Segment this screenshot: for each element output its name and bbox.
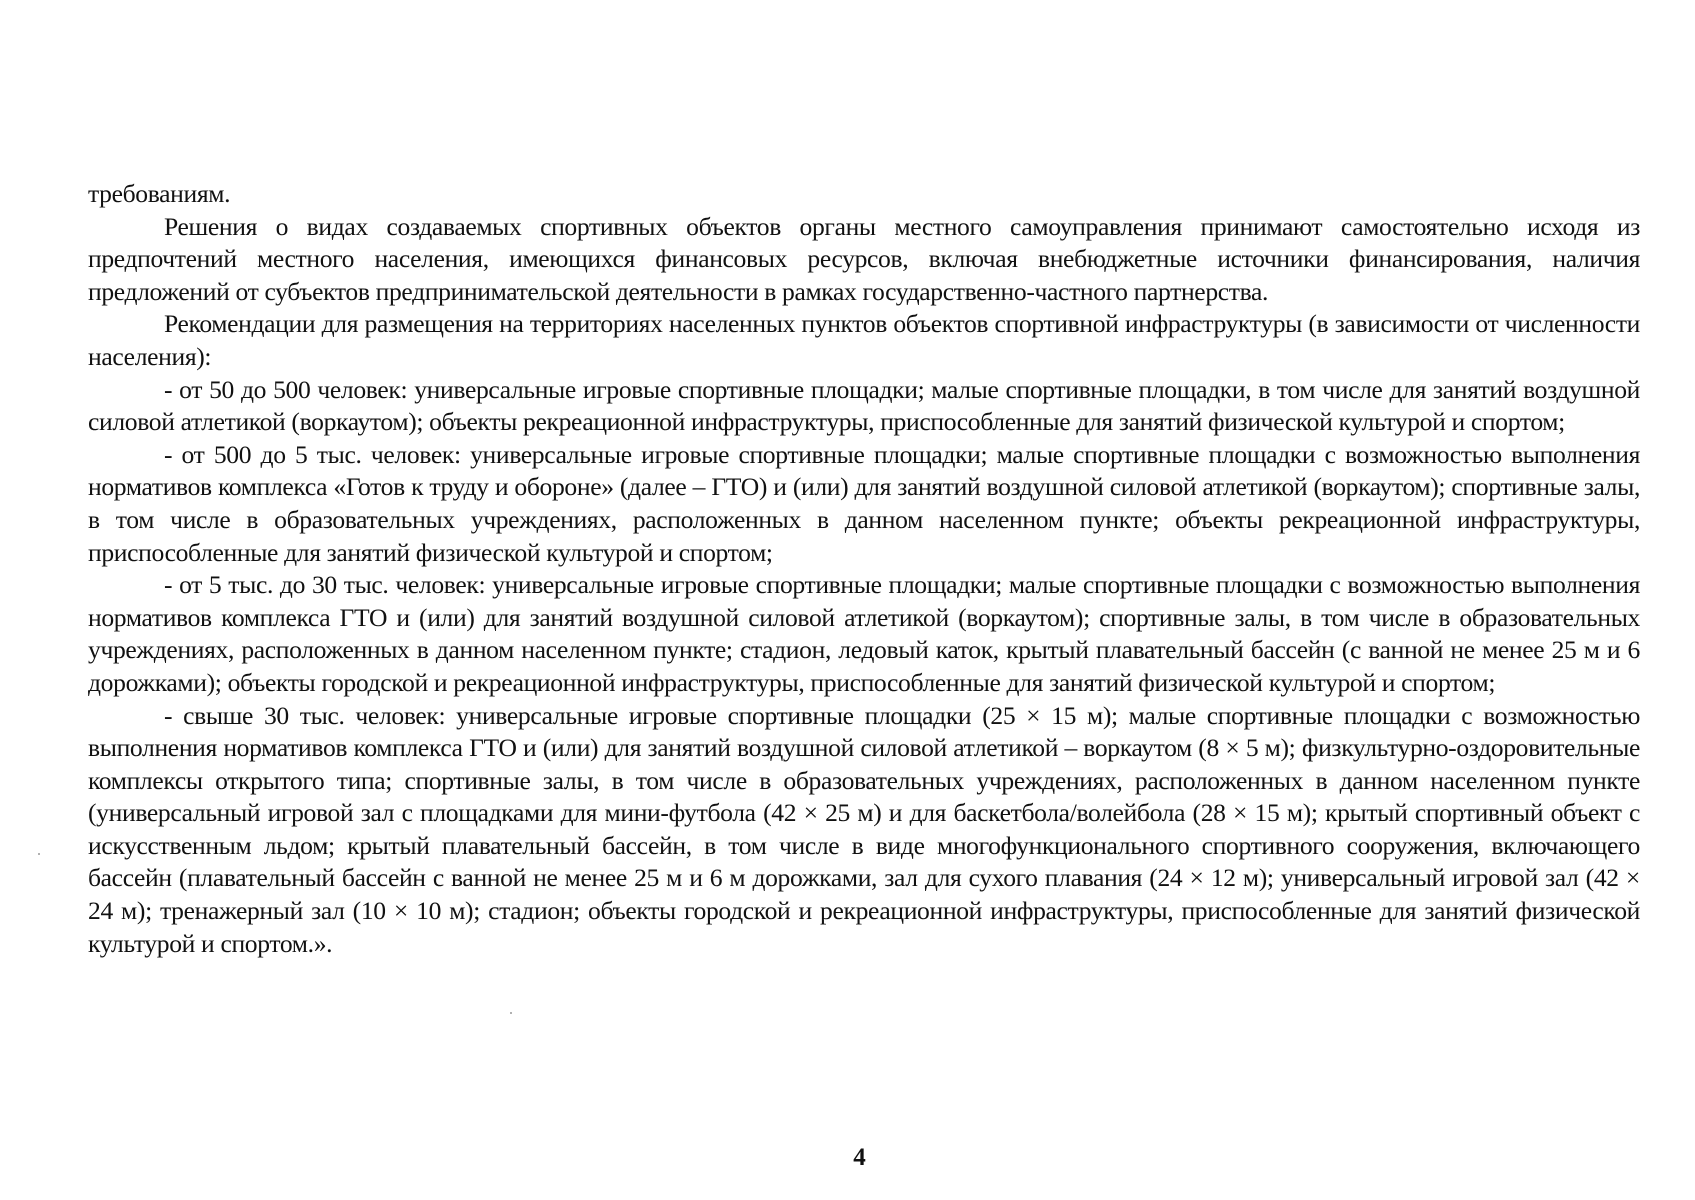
scan-speck xyxy=(510,1012,512,1014)
paragraph-continuation: требованиям. xyxy=(88,179,231,208)
list-item-5k-30k: - от 5 тыс. до 30 тыс. человек: универсальные игровые спортивные площадки; малые спортивные площадки с возможностью выполнения нормативов комплекса ГТО и (или) для занятий воздушной силовой атлетикой (воркаутом); спортивные залы, в том числе в образовательных учреждениях, расположенных в данном населенном пункте; стадион, ледовый каток, крытый плавательный бассейн (с ванной не менее 25 м и 6 дорожками); объекты городской и рекреационной инфраструктуры, приспособленные для занятий физической культурой и спортом; xyxy=(88,570,1640,697)
list-item-over-30k: - свыше 30 тыс. человек: универсальные игровые спортивные площадки (25 × 15 м); малые спортивные площадки с возможностью выполнения нормативов комплекса ГТО и (или) для занятий воздушной силовой атлетикой – воркаутом (8 × 5 м); физкультурно-оздоровительные комплексы открытого типа; спортивные залы, в том числе в образовательных учреждениях, расположенных в данном населенном пункте (универсальный игровой зал с площадками для мини-футбола (42 × 25 м) и для баскетбола/волейбола (28 × 15 м); крытый спортивный объект с искусственным льдом; крытый плавательный бассейн, в том числе в виде многофункционального спортивного сооружения, включающего бассейн (плавательный бассейн с ванной не менее 25 м и 6 м дорожками, зал для сухого плавания (24 × 12 м); универсальный игровой зал (42 × 24 м); тренажерный зал (10 × 10 м); стадион; объекты городской и рекреационной инфраструктуры, приспособленные для занятий физической культурой и спортом.». xyxy=(88,700,1640,958)
paragraph-recommendations-intro: Рекомендации для размещения на территориях населенных пунктов объектов спортивной инфраструктуры (в зависимости от численности населения): xyxy=(88,309,1640,371)
page-number: 4 xyxy=(853,1144,866,1171)
paragraph-decisions: Решения о видах создаваемых спортивных объектов органы местного самоуправления принимают самостоятельно исходя из предпочтений местного населения, имеющихся финансовых ресурсов, включая внебюджетные источники финансирования, наличия предложений от субъектов предпринимательской деятельности в рамках государственно-частного партнерства. xyxy=(88,211,1640,306)
scan-speck xyxy=(38,853,40,855)
list-item-500-5k: - от 500 до 5 тыс. человек: универсальные игровые спортивные площадки; малые спортивные площадки с возможностью выполнения нормативов комплекса «Готов к труду и обороне» (далее – ГТО) и (или) для занятий воздушной силовой атлетикой (воркаутом); спортивные залы, в том числе в образовательных учреждениях, расположенных в данном населенном пункте; объекты рекреационной инфраструктуры, приспособленные для занятий физической культурой и спортом; xyxy=(88,439,1640,567)
document-body xyxy=(88,178,1640,960)
list-item-50-500: - от 50 до 500 человек: универсальные игровые спортивные площадки; малые спортивные площадки, в том числе для занятий воздушной силовой атлетикой (воркаутом); объекты рекреационной инфраструктуры, приспособленные для занятий физической культурой и спортом; xyxy=(88,374,1640,437)
